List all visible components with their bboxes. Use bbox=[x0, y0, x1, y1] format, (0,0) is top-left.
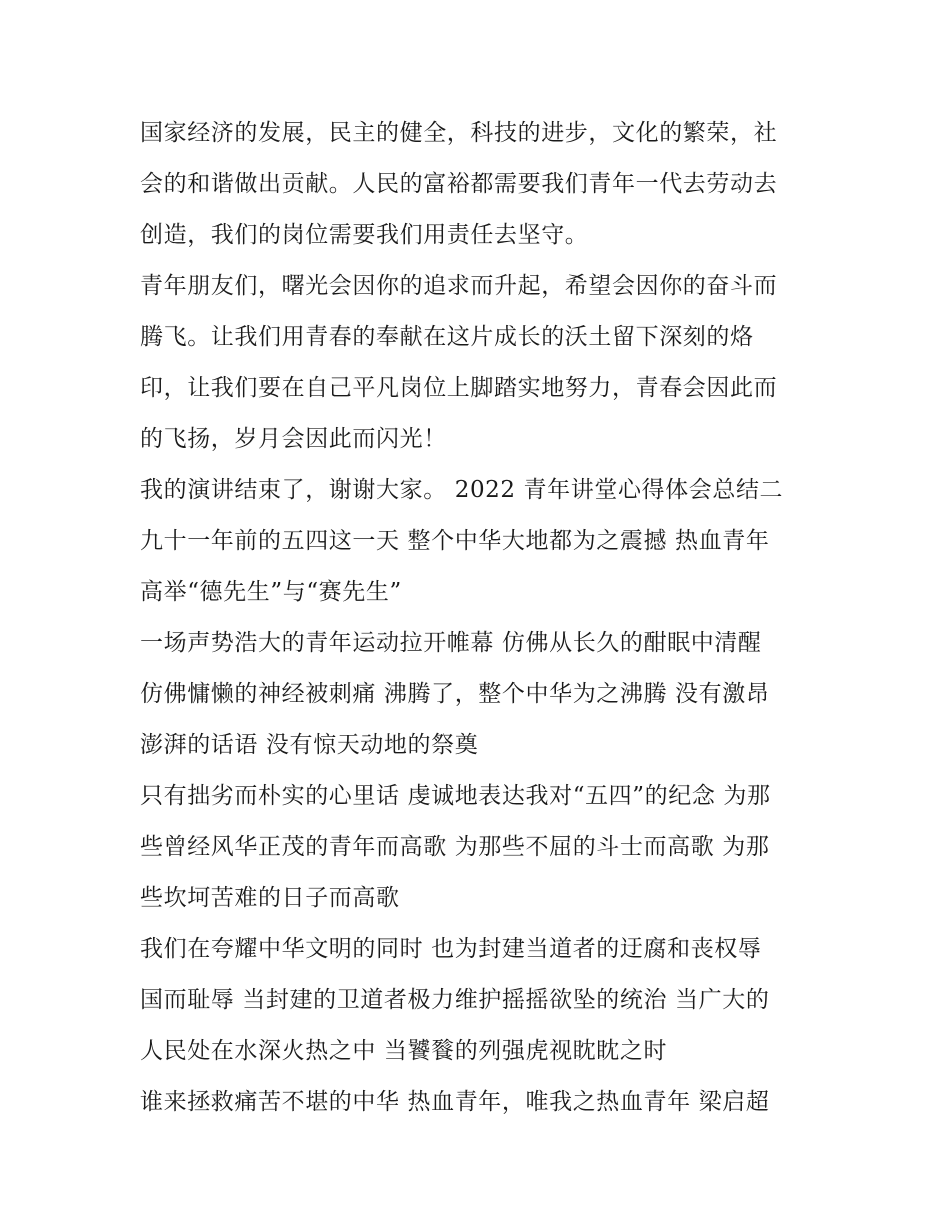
text-line: 国家经济的发展，民主的健全，科技的进步，文化的繁荣，社 bbox=[140, 120, 778, 146]
text-line: 腾飞。让我们用青春的奉献在这片成长的沃土留下深刻的烙 bbox=[140, 324, 754, 350]
text-line: 人民处在水深火热之中 当饕餮的列强虎视眈眈之时 bbox=[140, 1038, 668, 1064]
text-line: 只有拙劣而朴实的心里话 虔诚地表达我对“五四”的纪念 为那 bbox=[140, 783, 771, 809]
text-line: 些坎坷苦难的日子而高歌 bbox=[140, 885, 400, 911]
text-line: 国而耻辱 当封建的卫道者极力维护摇摇欲坠的统治 当广大的 bbox=[140, 987, 770, 1013]
document-body-text bbox=[140, 108, 810, 1128]
text-line: 九十一年前的五四这一天 整个中华大地都为之震撼 热血青年 bbox=[140, 528, 770, 554]
text-line: 的飞扬，岁月会因此而闪光！ bbox=[140, 426, 447, 452]
text-line: 些曾经风华正茂的青年而高歌 为那些不屈的斗士而高歌 为那 bbox=[140, 834, 770, 860]
text-line: 高举“德先生”与“赛先生” bbox=[140, 579, 402, 605]
text-line: 青年朋友们，曙光会因你的追求而升起，希望会因你的奋斗而 bbox=[140, 273, 778, 299]
text-line: 我的演讲结束了，谢谢大家。 2022 青年讲堂心得体会总结二 bbox=[140, 477, 784, 503]
text-line: 我们在夸耀中华文明的同时 也为封建当道者的迂腐和丧权辱 bbox=[140, 936, 762, 962]
text-line: 谁来拯救痛苦不堪的中华 热血青年，唯我之热血青年 梁启超 bbox=[140, 1089, 770, 1115]
text-line: 一场声势浩大的青年运动拉开帷幕 仿佛从长久的酣眠中清醒 bbox=[140, 630, 762, 656]
text-line: 创造，我们的岗位需要我们用责任去坚守。 bbox=[140, 222, 589, 248]
text-line: 会的和谐做出贡献。人民的富裕都需要我们青年一代去劳动去 bbox=[140, 171, 778, 197]
text-line: 澎湃的话语 没有惊天动地的祭奠 bbox=[140, 732, 479, 758]
text-line: 仿佛慵懒的神经被刺痛 沸腾了，整个中华为之沸腾 没有激昂 bbox=[140, 681, 770, 707]
text-line: 印，让我们要在自己平凡岗位上脚踏实地努力，青春会因此而 bbox=[140, 375, 778, 401]
